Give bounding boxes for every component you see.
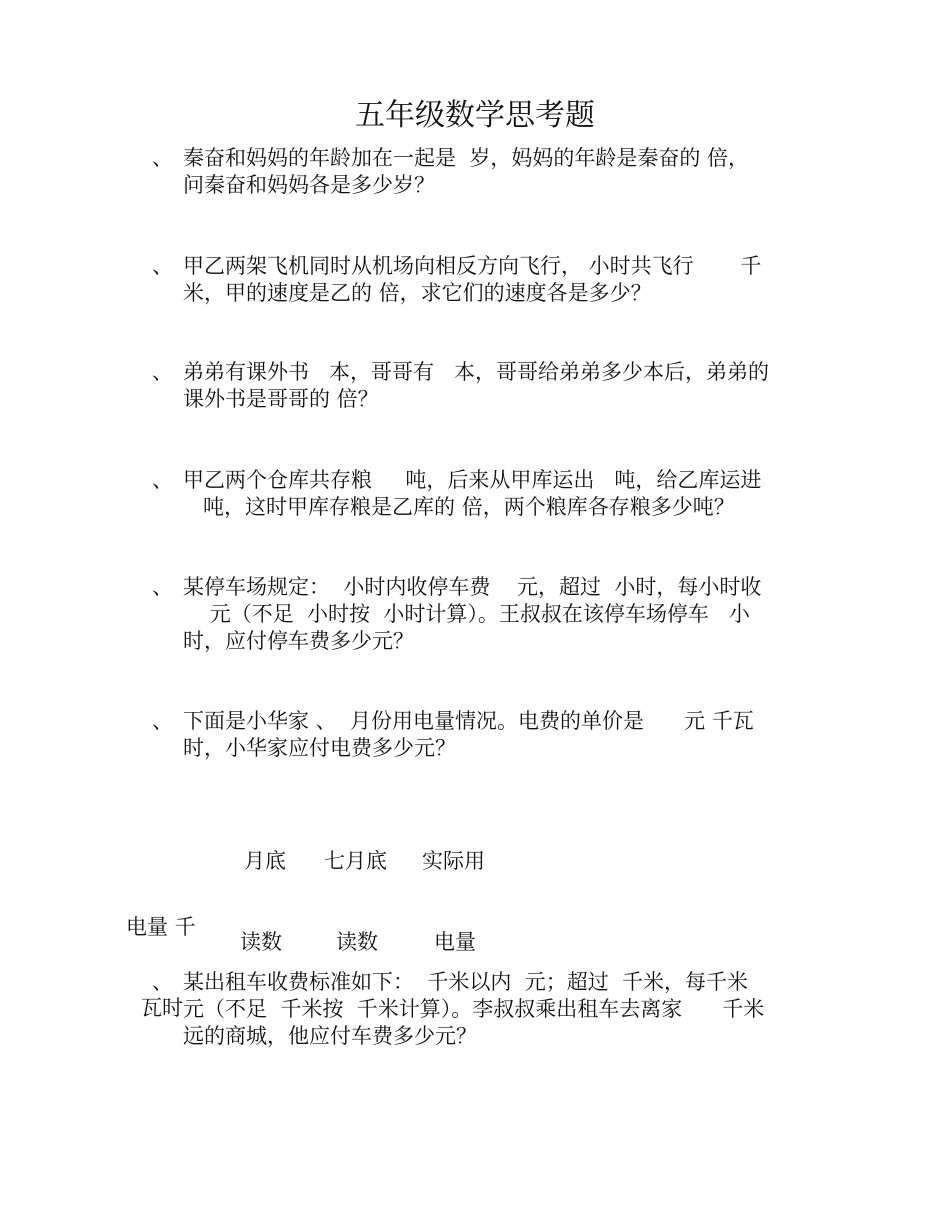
question-line: 吨，这时甲库存粮是乙库的 倍，两个粮库各存粮多少吨？ — [183, 495, 735, 519]
question-line: 某出租车收费标准如下： 千米以内 元；超过 千米，每千米 — [183, 970, 749, 994]
table-header-month-end — [240, 794, 286, 983]
question-line: 时，小华家应付电费多少元？ — [183, 736, 456, 760]
question-line: 时，应付停车费多少元？ — [183, 629, 414, 653]
table-header-line: 实际用 — [422, 849, 485, 873]
table-header-july-end — [324, 794, 387, 983]
question-line: 课外书是哥哥的 倍？ — [183, 387, 379, 411]
question-line: 元（不足 小时按 小时计算）。王叔叔在该停车场停车 小 — [183, 602, 750, 626]
table-header-line: 七月底 — [324, 849, 387, 873]
table-header-line: 读数 — [240, 930, 282, 954]
question-line: 下面是小华家 、 月份用电量情况。电费的单价是 元 千瓦 — [183, 709, 754, 733]
question-line: 问秦奋和妈妈各是多少岁？ — [183, 173, 435, 197]
question-mark: 、 — [152, 575, 173, 599]
question-mark: 、 — [152, 709, 173, 733]
question-mark: 、 — [152, 468, 173, 492]
question-mark: 、 — [152, 254, 173, 278]
question-line: 元（不足 千米按 千米计算）。李叔叔乘出租车去离家 千米 — [183, 997, 765, 1021]
question-line: 甲乙两个仓库共存粮 吨，后来从甲库运出 吨，给乙库运进 — [183, 468, 762, 492]
question-line: 远的商城，他应付车费多少元？ — [183, 1024, 477, 1048]
question-line: 秦奋和妈妈的年龄加在一起是 岁，妈妈的年龄是秦奋的 倍， — [183, 146, 750, 170]
question-mark: 、 — [152, 146, 173, 170]
page-title: 五年级数学思考题 — [355, 98, 595, 133]
question-line: 甲乙两架飞机同时从机场向相反方向飞行， 小时共飞行 千 — [183, 254, 762, 278]
question-line: 弟弟有课外书 本，哥哥有 本，哥哥给弟弟多少本后，弟弟的 — [183, 360, 770, 384]
table-header-line: 电量 — [434, 930, 476, 954]
table-header-actual-usage — [422, 794, 485, 983]
table-row-label-line: 瓦时 — [141, 996, 183, 1020]
question-line: 某停车场规定： 小时内收停车费 元，超过 小时，每小时收 — [183, 575, 762, 599]
question-line: 米，甲的速度是乙的 倍，求它们的速度各是多少？ — [183, 281, 652, 305]
question-mark: 、 — [152, 360, 173, 384]
table-header-line: 读数 — [336, 930, 378, 954]
question-mark: 、 — [152, 970, 173, 994]
table-row-label-line: 电量 千 — [126, 915, 196, 939]
table-header-line: 月底 — [244, 849, 286, 873]
